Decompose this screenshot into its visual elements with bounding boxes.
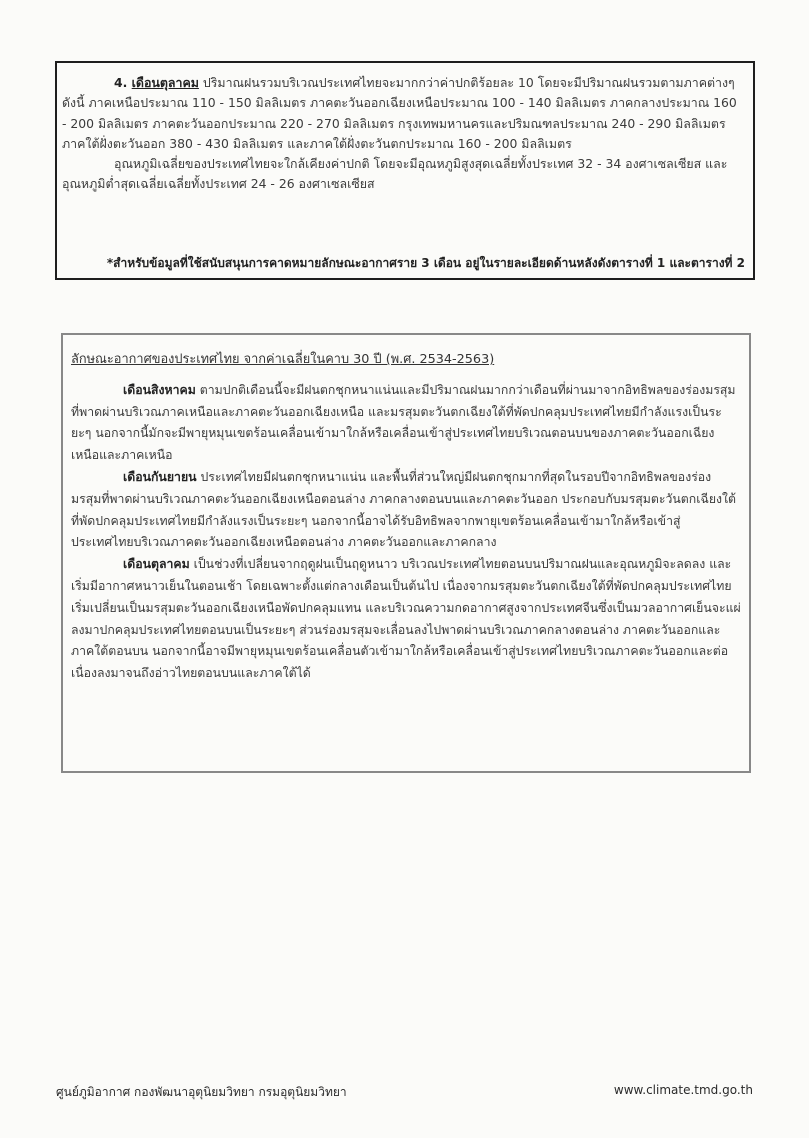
section-text-august: ตามปกติเดือนนี้จะมีฝนตกชุกหนาแน่นและมีปริมาณฝนมากกว่าเดือนที่ผ่านมาจากอิทธิพลของร่องมรสุมที่พาดผ่านบริเวณภาคเหนือและภาคตะวันออกเฉียงเหนือ และมรสุมตะวันตกเฉียงใต้ที่พัดปกคลุมประเทศไทยมีกำลังแรงเป็นระยะๆ นอกจากนี้มักจะมีพายุหมุนเขตร้อนเคลื่อนเข้ามาใกล้หรือเคลื่อนเข้าสู่ประเทศไทยบริเวณตอนบนของภาคตะวันออกเฉียงเหนือและภาคเหนือ [71, 382, 736, 463]
forecast-rainfall-text: ปริมาณฝนรวมบริเวณประเทศไทยจะมากกว่าค่าปกติร้อยละ 10 โดยจะมีปริมาณฝนรวมตามภาคต่างๆ ดังนี้ ภาคเหนือประมาณ 110 - 150 มิลลิเมตร ภาคตะวันออกเฉียงเหนือประมาณ 100 - 140 มิลลิเมตร ภาคกลางประมาณ 160 - 200 มิลลิเมตร ภาคตะวันออกประมาณ 220 - 270 มิลลิเมตร กรุงเทพมหานครและปริมณฑลประมาณ 240 - 290 มิลลิเมตร ภาคใต้ฝั่งตะวันออก 380 - 430 มิลลิเมตร และภาคใต้ฝั่งตะวันตกประมาณ 160 - 200 มิลลิเมตร [62, 75, 737, 151]
forecast-item-number: 4. [114, 75, 128, 90]
section-text-september: ประเทศไทยมีฝนตกชุกหนาแน่น และพื้นที่ส่วนใหญ่มีฝนตกชุกมากที่สุดในรอบปีจากอิทธิพลของร่องมรสุมที่พาดผ่านบริเวณภาคตะวันออกเฉียงเหนือตอนล่าง ภาคกลางตอนบนและภาคตะวันออก ประกอบกับมรสุมตะวันตกเฉียงใต้ที่พัดปกคลุมประเทศไทยมีกำลังแรงเป็นระยะๆ นอกจากนี้อาจได้รับอิทธิพลจากพายุเขตร้อนเคลื่อนเข้ามาใกล้หรือเข้าสู่ประเทศไทยบริเวณภาคตะวันออกเฉียงเหนือตอนล่าง ภาคตะวันออกและภาคกลาง [71, 469, 737, 550]
forecast-footnote: *สำหรับข้อมูลที่ใช้สนับสนุนการคาดหมายลักษณะอากาศราย 3 เดือน อยู่ในรายละเอียดด้านหลังดังตารางที่ 1 และตารางที่ 2 [106, 255, 745, 270]
climatology-title: ลักษณะอากาศของประเทศไทย จากค่าเฉลี่ยในคาบ 30 ปี (พ.ศ. 2534-2563) [71, 352, 495, 367]
forecast-paragraph-temperature: อุณหภูมิเฉลี่ยของประเทศไทยจะใกล้เคียงค่าปกติ โดยจะมีอุณหภูมิสูงสุดเฉลี่ยทั้งประเทศ 32 - 34 องศาเซลเซียส และอุณหภูมิต่ำสุดเฉลี่ยเฉลี่ยทั้งประเทศ 24 - 26 องศาเซลเซียส [62, 156, 728, 192]
section-month-august: เดือนสิงหาคม [123, 382, 196, 397]
climatology-section-september [71, 467, 741, 554]
forecast-paragraph-rainfall [62, 73, 743, 154]
forecast-box [55, 61, 755, 280]
footer-organization: ศูนย์ภูมิอากาศ กองพัฒนาอุตุนิยมวิทยา กรมอุตุนิยมวิทยา [56, 1085, 347, 1099]
section-text-october: เป็นช่วงที่เปลี่ยนจากฤดูฝนเป็นฤดูหนาว บริเวณประเทศไทยตอนบนปริมาณฝนและอุณหภูมิจะลดลง และเริ่มมีอากาศหนาวเย็นในตอนเช้า โดยเฉพาะตั้งแต่กลางเดือนเป็นต้นไป เนื่องจากมรสุมตะวันตกเฉียงใต้ที่พัดปกคลุมประเทศไทย เริ่มเปลี่ยนเป็นมรสุมตะวันออกเฉียงเหนือพัดปกคลุมแทน และบริเวณความกดอากาศสูงจากประเทศจีนซึ่งเป็นมวลอากาศเย็นจะแผ่ลงมาปกคลุมประเทศไทยตอนบนเป็นระยะๆ ส่วนร่องมรสุมจะเลื่อนลงไปพาดผ่านบริเวณภาคกลางตอนล่าง ภาคตะวันออกและภาคใต้ตอนบน นอกจากนี้อาจมีพายุหมุนเขตร้อนเคลื่อนตัวเข้ามาใกล้หรือเคลื่อนเข้าสู่ประเทศไทยบริเวณภาคตะวันออกและต่อเนื่องลงมาจนถึงอ่าวไทยตอนบนและภาคใต้ได้ [71, 557, 741, 681]
section-month-october: เดือนตุลาคม [123, 557, 190, 572]
forecast-item-title: เดือนตุลาคม [131, 75, 199, 90]
climatology-box [61, 333, 751, 773]
climatology-section-october [71, 554, 741, 685]
section-month-september: เดือนกันยายน [123, 469, 197, 484]
footer-website: www.climate.tmd.go.th [613, 1083, 753, 1097]
forecast-item-heading [114, 75, 199, 90]
climatology-section-august [71, 380, 741, 467]
